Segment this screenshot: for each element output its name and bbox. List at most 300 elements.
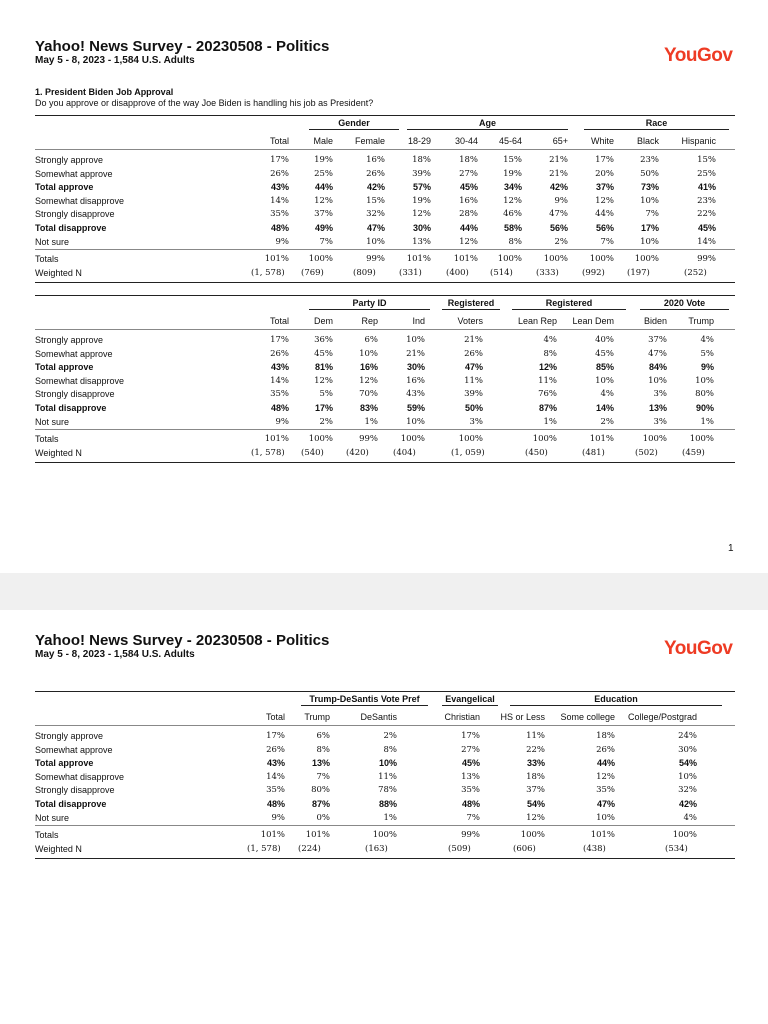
group-header: Trump-DeSantis Vote Pref <box>309 694 420 704</box>
table-cell: (224) <box>298 843 321 854</box>
table-cell: 47% <box>366 223 385 233</box>
table-cell: 10% <box>640 236 659 247</box>
table-cell: 2% <box>319 416 333 427</box>
table-cell: 11% <box>464 375 483 386</box>
table-cell: 45% <box>595 348 614 359</box>
table-cell: 42% <box>366 182 385 193</box>
table-cell: 47% <box>464 362 483 373</box>
table-cell: 15% <box>366 195 385 206</box>
row-label: Strongly approve <box>35 731 104 741</box>
column-header: Total <box>265 712 285 722</box>
table-cell: 37% <box>648 335 667 345</box>
table-cell: 16% <box>359 362 378 373</box>
table-cell: 14% <box>697 236 716 247</box>
table-cell: 7% <box>600 236 614 247</box>
group-underline <box>301 705 428 706</box>
group-underline <box>309 129 399 130</box>
table-cell: 36% <box>314 335 333 345</box>
table-cell: 15% <box>697 155 716 165</box>
table-cell: (333) <box>536 267 559 278</box>
table-cell: 23% <box>640 155 659 165</box>
table-cell: 26% <box>596 744 615 755</box>
table-cell: 30% <box>678 744 697 755</box>
table-cell: 13% <box>311 758 330 769</box>
table-cell: 45% <box>314 348 333 359</box>
column-header: 65+ <box>552 136 568 146</box>
table-bottom-rule <box>35 858 735 859</box>
row-label: Totals <box>35 830 59 841</box>
table-cell: 19% <box>503 168 522 179</box>
table-cell: 44% <box>314 182 333 193</box>
table-cell: 101% <box>305 830 330 841</box>
table-cell: 100% <box>497 254 522 265</box>
row-label: Total disapprove <box>35 403 107 413</box>
table-cell: 13% <box>412 236 431 247</box>
table-cell: 43% <box>270 362 289 373</box>
group-header: 2020 Vote <box>663 298 706 308</box>
table-cell: 5% <box>700 348 714 359</box>
table-cell: (514) <box>490 267 513 278</box>
row-label: Strongly approve <box>35 155 104 165</box>
row-label: Strongly disapprove <box>35 209 115 220</box>
table-cell: (1, 578) <box>247 843 281 854</box>
table-cell: (809) <box>353 267 376 278</box>
table-cell: 12% <box>359 375 378 386</box>
table-cell: 37% <box>595 182 614 193</box>
group-underline <box>584 129 729 130</box>
row-label: Total approve <box>35 182 94 193</box>
table-cell: 57% <box>412 182 431 193</box>
table-cell: 59% <box>406 403 425 413</box>
row-label: Not sure <box>35 236 70 247</box>
table-top-rule <box>35 295 735 296</box>
table-cell: 101% <box>260 830 285 841</box>
group-header: Registered <box>545 298 593 308</box>
table-cell: 10% <box>595 375 614 386</box>
table-cell: 26% <box>266 744 285 755</box>
column-header: Trump <box>688 316 714 326</box>
table-cell: 7% <box>316 771 330 782</box>
table-cell: (1, 578) <box>251 267 285 278</box>
table-cell: 26% <box>270 168 289 179</box>
table-cell: 4% <box>543 335 557 345</box>
table-cell: 10% <box>678 771 697 782</box>
group-underline <box>442 309 500 310</box>
column-header: Male <box>313 136 333 146</box>
table-cell: (163) <box>365 843 388 854</box>
table-cell: 12% <box>596 771 615 782</box>
table-cell: (331) <box>399 267 422 278</box>
table-cell: 101% <box>453 254 478 265</box>
row-label: Totals <box>35 254 59 265</box>
column-header: Trump <box>304 712 330 722</box>
table-cell: 100% <box>532 434 557 445</box>
table-cell: 1% <box>700 416 714 427</box>
yougov-logo: YouGov <box>664 638 733 659</box>
page-number: 1 <box>728 543 734 554</box>
table-cell: 11% <box>538 375 557 386</box>
column-header: Total <box>269 316 289 326</box>
row-label: Total approve <box>35 362 94 373</box>
table-cell: 13% <box>461 771 480 782</box>
table-cell: 21% <box>464 335 483 345</box>
table-cell: 6% <box>364 335 378 345</box>
table-cell: 16% <box>406 375 425 386</box>
table-cell: 12% <box>595 195 614 206</box>
table-cell: 24% <box>678 731 697 741</box>
report-subtitle: May 5 - 8, 2023 - 1,584 U.S. Adults <box>35 55 195 66</box>
column-header: Voters <box>457 316 483 326</box>
table-cell: (459) <box>682 447 705 458</box>
table-cell: 10% <box>378 758 397 769</box>
question-text: Do you approve or disapprove of the way Joe Biden is handling his job as President? <box>35 98 374 108</box>
table-cell: 84% <box>648 362 667 373</box>
column-header: Biden <box>643 316 667 326</box>
table-top-rule <box>35 115 735 116</box>
table-cell: 9% <box>275 416 289 427</box>
row-label: Not sure <box>35 812 70 823</box>
table-cell: 49% <box>314 223 333 233</box>
table-cell: 1% <box>543 416 557 427</box>
table-cell: 43% <box>406 389 425 400</box>
table-cell: 21% <box>549 155 568 165</box>
table-cell: 42% <box>549 182 568 193</box>
column-header: Lean Dem <box>572 316 614 326</box>
table-cell: 17% <box>266 731 285 741</box>
table-cell: 14% <box>266 771 285 782</box>
table-cell: (404) <box>393 447 416 458</box>
table-cell: 43% <box>270 182 289 193</box>
row-label: Totals <box>35 434 59 445</box>
report-page-2 <box>0 610 768 1024</box>
table-cell: 100% <box>642 434 667 445</box>
table-cell: 16% <box>366 155 385 165</box>
column-header: DeSantis <box>360 712 397 722</box>
row-label: Not sure <box>35 416 70 427</box>
table-cell: 16% <box>459 195 478 206</box>
table-cell: 100% <box>589 254 614 265</box>
table-cell: 100% <box>372 830 397 841</box>
table-cell: 17% <box>595 155 614 165</box>
table-cell: 7% <box>319 236 333 247</box>
table-cell: 8% <box>508 236 522 247</box>
table-cell: (420) <box>346 447 369 458</box>
table-cell: 100% <box>308 434 333 445</box>
table-cell: 19% <box>314 155 333 165</box>
table-cell: 18% <box>596 731 615 741</box>
report-title: Yahoo! News Survey - 20230508 - Politics <box>35 632 330 649</box>
table-cell: 32% <box>366 209 385 220</box>
table-cell: 1% <box>364 416 378 427</box>
table-cell: 48% <box>461 799 480 809</box>
table-cell: 12% <box>412 209 431 220</box>
header-rule <box>35 149 735 150</box>
row-label: Somewhat disapprove <box>35 375 125 386</box>
table-cell: 30% <box>412 223 431 233</box>
table-cell: 100% <box>520 830 545 841</box>
table-cell: 100% <box>308 254 333 265</box>
table-cell: (509) <box>448 843 471 854</box>
table-cell: 18% <box>459 155 478 165</box>
table-cell: 44% <box>596 758 615 769</box>
row-label: Somewhat disapprove <box>35 195 125 206</box>
table-cell: 42% <box>678 799 697 809</box>
table-cell: 101% <box>589 434 614 445</box>
column-header: Black <box>636 136 659 146</box>
table-cell: 8% <box>383 744 397 755</box>
table-cell: 8% <box>543 348 557 359</box>
row-label: Total disapprove <box>35 799 107 809</box>
table-cell: 12% <box>459 236 478 247</box>
column-header: 18-29 <box>407 136 431 146</box>
table-cell: 4% <box>683 812 697 823</box>
table-cell: (438) <box>583 843 606 854</box>
table-cell: 10% <box>640 195 659 206</box>
column-header: 30-44 <box>454 136 478 146</box>
row-label: Somewhat approve <box>35 168 113 179</box>
table-cell: 85% <box>595 362 614 373</box>
table-cell: 11% <box>526 731 545 741</box>
table-cell: 99% <box>366 254 385 265</box>
table-cell: 44% <box>459 223 478 233</box>
question-title: 1. President Biden Job Approval <box>35 87 174 97</box>
table-cell: 101% <box>264 434 289 445</box>
totals-rule <box>35 249 735 250</box>
table-cell: 14% <box>595 403 614 413</box>
column-header: Hispanic <box>681 136 716 146</box>
table-cell: 45% <box>461 758 480 769</box>
table-cell: 100% <box>672 830 697 841</box>
table-cell: 22% <box>526 744 545 755</box>
table-cell: 99% <box>359 434 378 445</box>
table-cell: 25% <box>314 168 333 179</box>
table-cell: 10% <box>648 375 667 386</box>
table-cell: 10% <box>596 812 615 823</box>
table-cell: 45% <box>697 223 716 233</box>
row-label: Strongly disapprove <box>35 389 115 400</box>
table-bottom-rule <box>35 282 735 283</box>
table-cell: 88% <box>378 799 397 809</box>
table-cell: 18% <box>412 155 431 165</box>
group-underline <box>407 129 568 130</box>
column-header: Lean Rep <box>517 316 557 326</box>
group-underline <box>640 309 729 310</box>
table-cell: 10% <box>695 375 714 386</box>
table-cell: 8% <box>316 744 330 755</box>
table-cell: 0% <box>316 812 330 823</box>
table-cell: 12% <box>526 812 545 823</box>
table-cell: 3% <box>653 389 667 400</box>
table-cell: 26% <box>270 348 289 359</box>
table-cell: 9% <box>271 812 285 823</box>
group-header: Registered <box>447 298 495 308</box>
column-header: Female <box>354 136 385 146</box>
header-rule <box>35 725 735 726</box>
group-underline <box>510 705 722 706</box>
table-cell: 11% <box>378 771 397 782</box>
table-cell: 30% <box>406 362 425 373</box>
table-cell: 35% <box>266 785 285 796</box>
group-header: Education <box>594 694 638 704</box>
column-header: White <box>590 136 614 146</box>
table-cell: 70% <box>359 389 378 400</box>
table-cell: 3% <box>653 416 667 427</box>
table-cell: 43% <box>266 758 285 769</box>
table-cell: (1, 059) <box>451 447 485 458</box>
table-cell: 17% <box>640 223 659 233</box>
table-cell: 27% <box>461 744 480 755</box>
table-cell: 28% <box>459 209 478 220</box>
table-cell: 10% <box>406 335 425 345</box>
group-underline <box>512 309 626 310</box>
table-cell: 101% <box>406 254 431 265</box>
table-cell: 9% <box>554 195 568 206</box>
table-cell: 48% <box>270 403 289 413</box>
table-cell: (502) <box>635 447 658 458</box>
table-cell: 73% <box>640 182 659 193</box>
table-cell: 2% <box>600 416 614 427</box>
table-cell: 5% <box>319 389 333 400</box>
group-header: Evangelical <box>445 694 495 704</box>
table-cell: 99% <box>697 254 716 265</box>
table-cell: 20% <box>595 168 614 179</box>
table-cell: 39% <box>412 168 431 179</box>
table-cell: 39% <box>464 389 483 400</box>
table-cell: 37% <box>314 209 333 220</box>
table-cell: (252) <box>684 267 707 278</box>
table-cell: 87% <box>311 799 330 809</box>
table-cell: (197) <box>627 267 650 278</box>
table-cell: 40% <box>595 335 614 345</box>
table-cell: 34% <box>503 182 522 193</box>
column-header: Christian <box>444 712 480 722</box>
table-cell: 9% <box>700 362 714 373</box>
table-cell: 12% <box>314 195 333 206</box>
table-cell: 10% <box>359 348 378 359</box>
column-header: Dem <box>313 316 333 326</box>
table-cell: (534) <box>665 843 688 854</box>
table-cell: 100% <box>543 254 568 265</box>
row-label: Somewhat approve <box>35 744 113 755</box>
table-cell: 23% <box>697 195 716 206</box>
row-label: Somewhat disapprove <box>35 771 125 782</box>
table-cell: 14% <box>270 375 289 386</box>
table-cell: 17% <box>314 403 333 413</box>
table-cell: 18% <box>526 771 545 782</box>
column-header: College/Postgrad <box>627 712 697 722</box>
table-cell: (450) <box>525 447 548 458</box>
table-cell: 45% <box>459 182 478 193</box>
column-header: 45-64 <box>498 136 522 146</box>
row-label: Weighted N <box>35 843 82 854</box>
table-cell: 100% <box>400 434 425 445</box>
table-cell: 101% <box>590 830 615 841</box>
table-cell: 100% <box>634 254 659 265</box>
table-cell: 101% <box>264 254 289 265</box>
table-cell: 7% <box>645 209 659 220</box>
table-cell: 17% <box>270 335 289 345</box>
table-cell: 32% <box>678 785 697 796</box>
row-label: Weighted N <box>35 267 82 278</box>
yougov-logo: YouGov <box>664 45 733 66</box>
table-cell: 2% <box>554 236 568 247</box>
column-header: Ind <box>412 316 425 326</box>
table-cell: 17% <box>461 731 480 741</box>
table-cell: 22% <box>697 209 716 220</box>
table-cell: 21% <box>406 348 425 359</box>
table-cell: 41% <box>697 182 716 193</box>
column-header: Total <box>269 136 289 146</box>
report-subtitle: May 5 - 8, 2023 - 1,584 U.S. Adults <box>35 649 195 660</box>
table-cell: 17% <box>270 155 289 165</box>
table-cell: 44% <box>595 209 614 220</box>
table-cell: 54% <box>526 799 545 809</box>
table-cell: 2% <box>383 731 397 741</box>
table-cell: 47% <box>596 799 615 809</box>
table-cell: 35% <box>270 389 289 400</box>
table-cell: 15% <box>503 155 522 165</box>
row-label: Total disapprove <box>35 223 107 233</box>
table-cell: 90% <box>695 403 714 413</box>
table-cell: 54% <box>678 758 697 769</box>
table-cell: 81% <box>314 362 333 373</box>
table-cell: 21% <box>549 168 568 179</box>
table-cell: 26% <box>366 168 385 179</box>
table-cell: 10% <box>406 416 425 427</box>
table-cell: 37% <box>526 785 545 796</box>
table-cell: 46% <box>503 209 522 220</box>
table-cell: (769) <box>301 267 324 278</box>
table-cell: 87% <box>538 403 557 413</box>
group-header: Party ID <box>352 298 387 308</box>
table-cell: 12% <box>538 362 557 373</box>
table-top-rule <box>35 691 735 692</box>
row-label: Strongly approve <box>35 335 104 345</box>
table-cell: 3% <box>469 416 483 427</box>
table-cell: 35% <box>461 785 480 796</box>
totals-rule <box>35 825 735 826</box>
table-cell: (606) <box>513 843 536 854</box>
table-cell: 35% <box>270 209 289 220</box>
table-cell: 99% <box>461 830 480 841</box>
table-cell: 56% <box>549 223 568 233</box>
table-cell: 10% <box>366 236 385 247</box>
table-cell: 4% <box>700 335 714 345</box>
table-cell: 47% <box>549 209 568 220</box>
table-cell: (540) <box>301 447 324 458</box>
table-cell: 12% <box>503 195 522 206</box>
table-cell: (400) <box>446 267 469 278</box>
table-cell: 33% <box>526 758 545 769</box>
table-cell: 80% <box>695 389 714 400</box>
table-cell: 27% <box>459 168 478 179</box>
group-header: Gender <box>338 118 370 128</box>
table-cell: 9% <box>275 236 289 247</box>
group-underline <box>442 705 498 706</box>
row-label: Somewhat approve <box>35 348 113 359</box>
table-cell: 1% <box>383 812 397 823</box>
group-header: Age <box>478 118 496 128</box>
table-cell: 78% <box>378 785 397 796</box>
table-cell: 100% <box>689 434 714 445</box>
table-cell: (1, 578) <box>251 447 285 458</box>
table-cell: 48% <box>266 799 285 809</box>
table-cell: 6% <box>316 731 330 741</box>
table-cell: (481) <box>582 447 605 458</box>
table-cell: 26% <box>464 348 483 359</box>
table-cell: 50% <box>464 403 483 413</box>
table-cell: 13% <box>648 403 667 413</box>
